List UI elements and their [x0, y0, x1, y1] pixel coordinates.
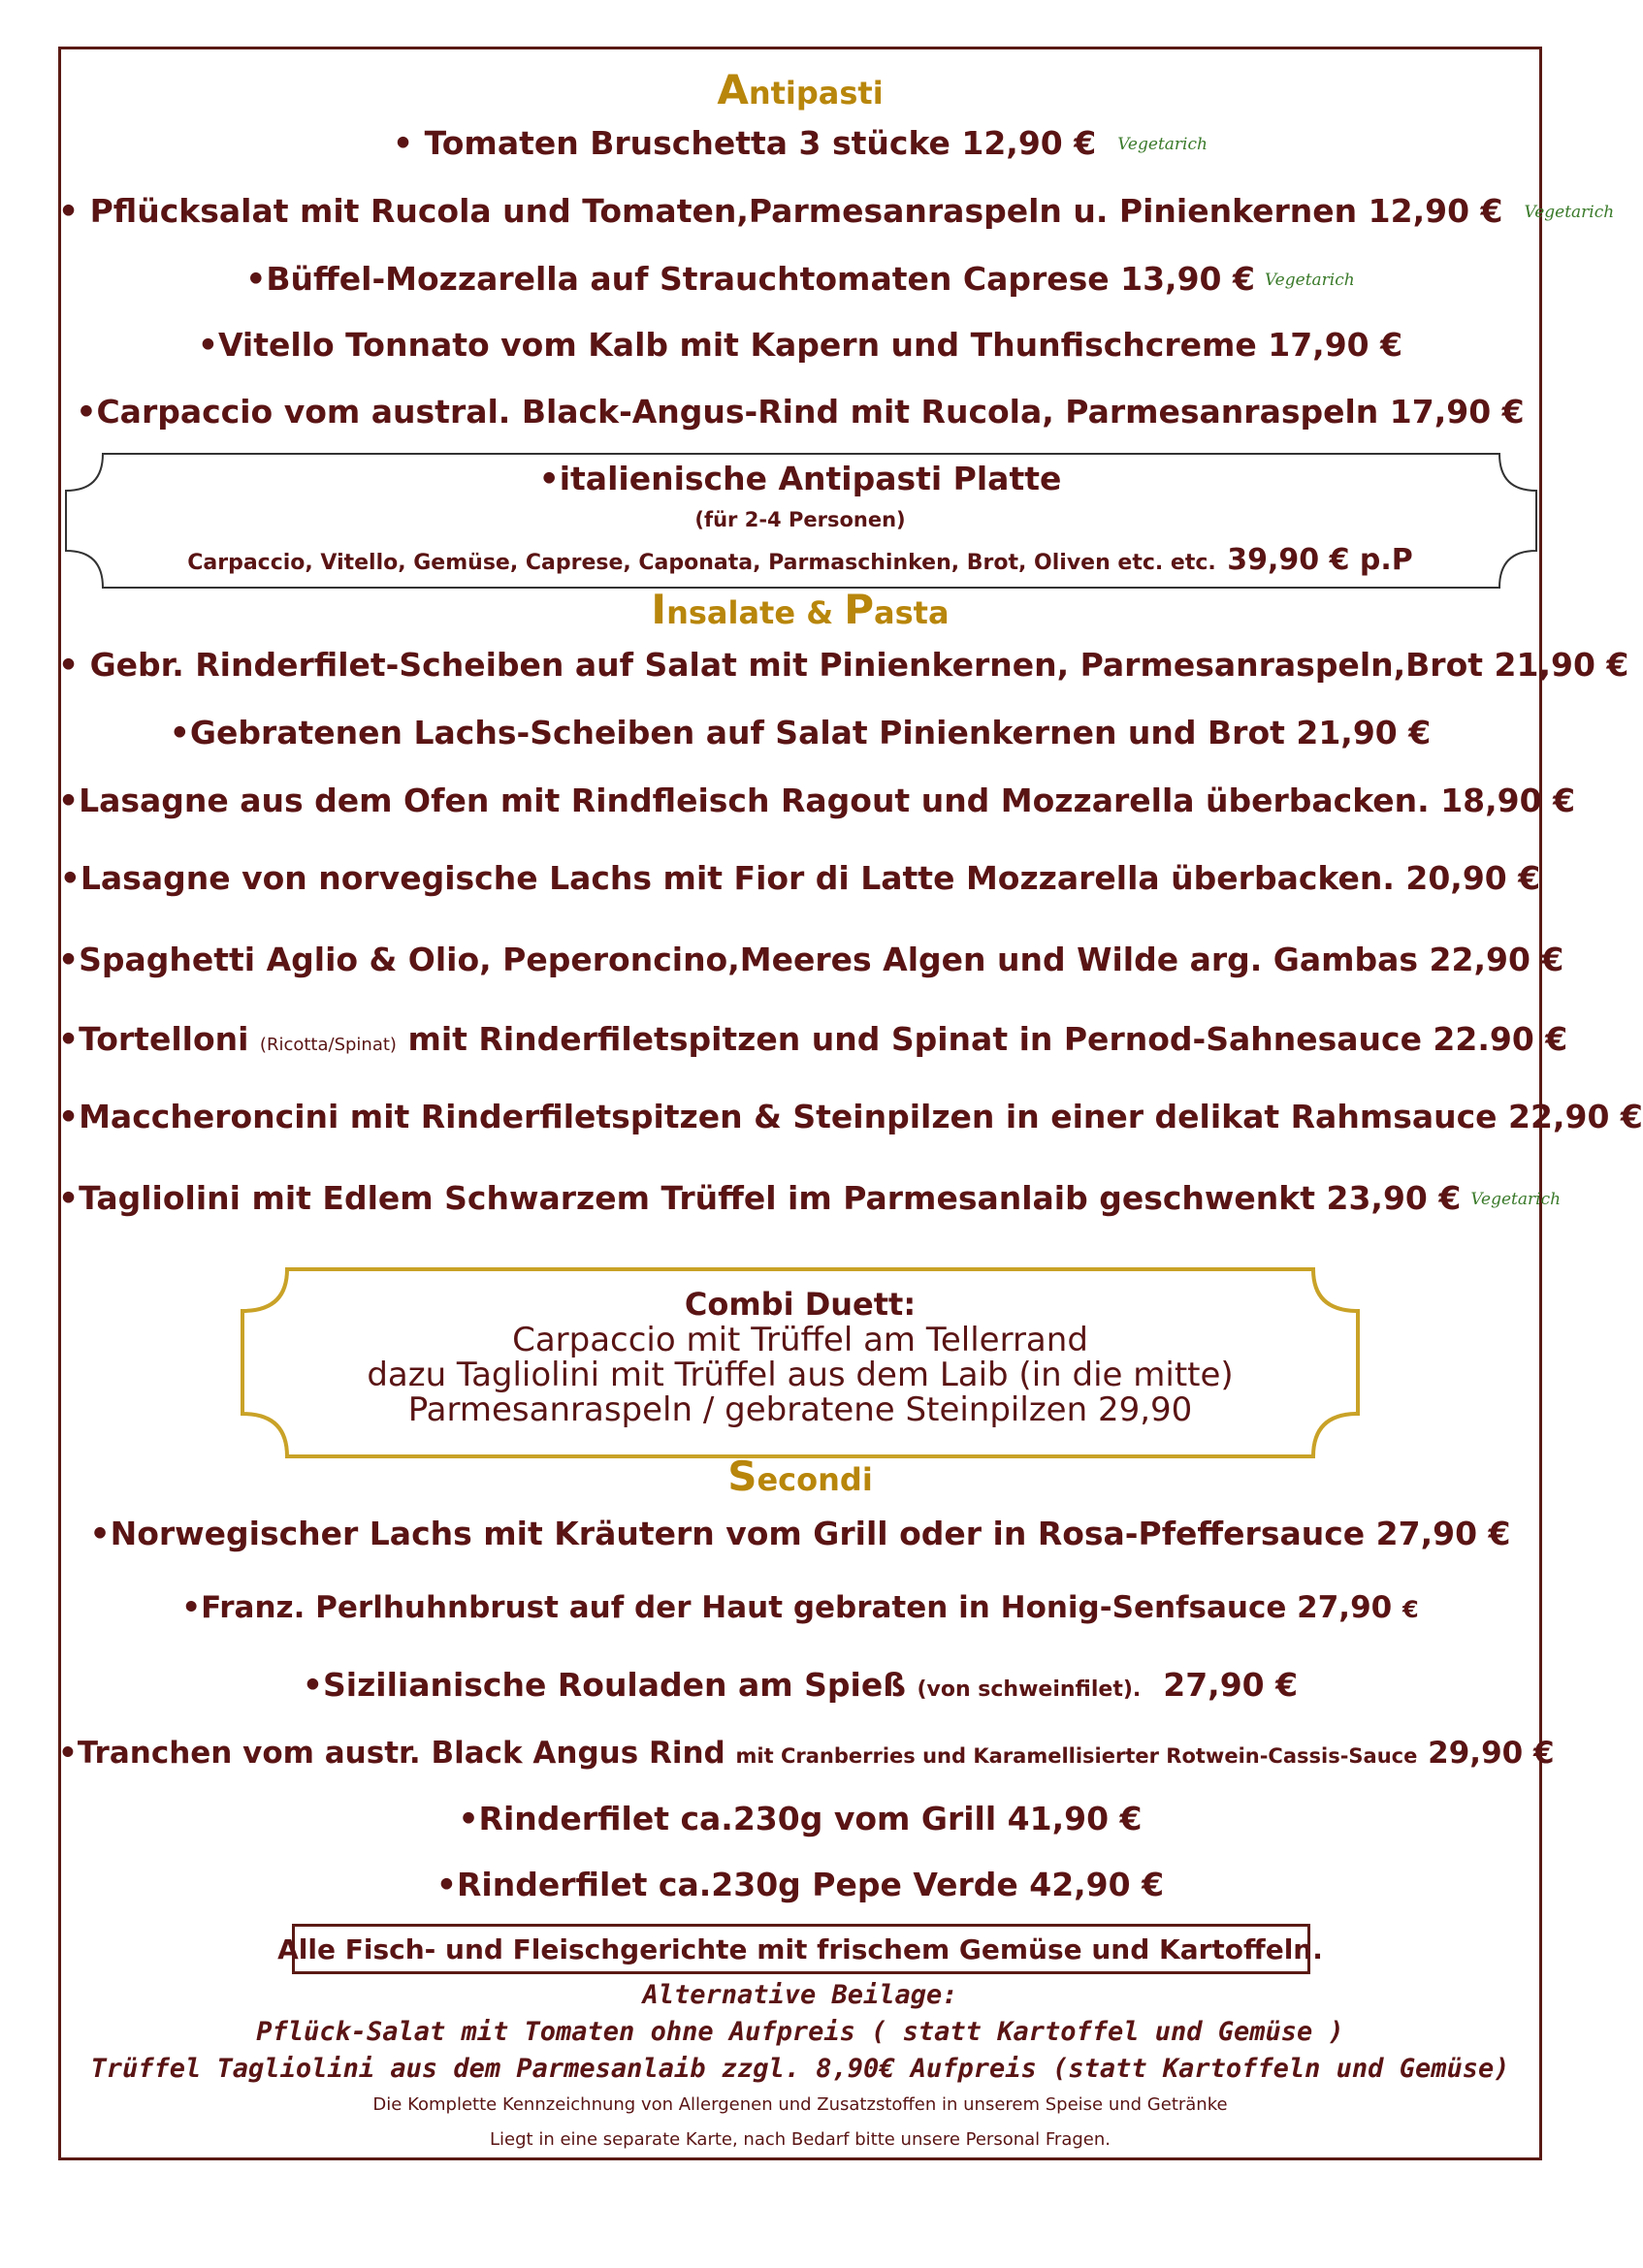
menu-item-rinderfilet-grill: •Rinderfilet ca.230g vom Grill 41,90 € [458, 1800, 1143, 1837]
footer-line-2: Liegt in eine separate Karte, nach Bedarf bitte unsere Personal Fragen. [490, 2129, 1111, 2150]
menu-item-vitello-tonnato: •Vitello Tonnato vom Kalb mit Kapern und Thunfischcreme 17,90 € [197, 326, 1403, 364]
alternative-title: Alternative Beilage: [642, 1980, 958, 2010]
platte-persons: (für 2-4 Personen) [694, 508, 906, 531]
section-heading-antipasti: Antipasti [717, 66, 884, 113]
alternative-line-1: Pflück-Salat mit Tomaten ohne Aufpreis ( statt Kartoffel und Gemüse ) [256, 2017, 1344, 2047]
menu-item-perlhuhnbrust: •Franz. Perlhuhnbrust auf der Haut gebraten in Honig-Senfsauce 27,90 € [181, 1590, 1419, 1625]
platte-contents: Carpaccio, Vitello, Gemüse, Caprese, Caponata, Parmaschinken, Brot, Oliven etc. etc. [187, 551, 1216, 575]
combi-title: Combi Duett: [684, 1286, 917, 1323]
menu-item-tortelloni: •Tortelloni (Ricotta/Spinat) mit Rinderfiletspitzen und Spinat in Pernod-Sahnesauce 22.90 € [58, 1020, 1568, 1058]
combi-line-3: Parmesanraspeln / gebratene Steinpilzen 29,90 [407, 1390, 1193, 1429]
alternative-line-2: Trüffel Tagliolini aus dem Parmesanlaib zzgl. 8,90€ Aufpreis (statt Kartoffeln und Gemüse) [90, 2054, 1510, 2084]
vegetarian-label: Vegetarich [1470, 1190, 1562, 1210]
tranchen-note: mit Cranberries und Karamellisierter Rotwein-Cassis-Sauce [735, 1744, 1418, 1768]
platte-title: •italienische Antipasti Platte [538, 460, 1062, 497]
menu-item-bruschetta: • Tomaten Bruschetta 3 stücke 12,90 € Vegetarich [393, 124, 1208, 162]
menu-item-rinderfilet-salat: • Gebr. Rinderfilet-Scheiben auf Salat mit Pinienkernen, Parmesanraspeln,Brot 21,90 € [58, 646, 1629, 684]
footer-line-1: Die Komplette Kennzeichnung von Allergenen und Zusatzstoffen in unserem Speise und Getränke [372, 2094, 1228, 2115]
menu-item-lasagne-lachs: •Lasagne von norvegische Lachs mit Fior di Latte Mozzarella überbacken. 20,90 € [59, 859, 1541, 897]
platte-price: 39,90 € p.P [1227, 543, 1413, 577]
beilage-note: Alle Fisch- und Fleischgerichte mit frischem Gemüse und Kartoffeln. [277, 1933, 1323, 1965]
menu-item-rinderfilet-pepe-verde: •Rinderfilet ca.230g Pepe Verde 42,90 € [435, 1866, 1165, 1903]
combi-line-1: Carpaccio mit Trüffel am Tellerrand [512, 1321, 1088, 1359]
menu-item-lachs-salat: •Gebratenen Lachs-Scheiben auf Salat Pinienkernen und Brot 21,90 € [169, 714, 1432, 751]
menu-item-lasagne-rind: •Lasagne aus dem Ofen mit Rindfleisch Ragout und Mozzarella überbacken. 18,90 € [58, 782, 1576, 819]
vegetarian-label: Vegetarich [1264, 271, 1355, 291]
vegetarian-label: Vegetarich [1117, 135, 1208, 155]
menu-item-tagliolini: •Tagliolini mit Edlem Schwarzem Trüffel im Parmesanlaib geschwenkt 23,90 € Vegetarich [58, 1179, 1562, 1217]
menu-item-tranchen: •Tranchen vom austr. Black Angus Rind mit Cranberries und Karamellisierter Rotwein-Cassis-Sauce 29,90 € [58, 1736, 1555, 1771]
menu-item-rouladen: •Sizilianische Rouladen am Spieß (von schweinfilet). 27,90 € [302, 1666, 1299, 1704]
tortelloni-note: (Ricotta/Spinat) [259, 1035, 397, 1055]
menu-item-maccheroncini: •Maccheroncini mit Rinderfiletspitzen & Steinpilzen in einer delikat Rahmsauce 22,90 € [58, 1098, 1643, 1135]
menu-item-pfluecksalat: • Pflücksalat mit Rucola und Tomaten,Parmesanraspeln u. Pinienkernen 12,90 € Vegetarich [58, 192, 1615, 230]
rouladen-note: (von schweinfilet). [917, 1677, 1142, 1702]
menu-item-carpaccio: •Carpaccio vom austral. Black-Angus-Rind mit Rucola, Parmesanraspeln 17,90 € [76, 393, 1525, 431]
menu-item-bueffel-mozzarella: •Büffel-Mozzarella auf Strauchtomaten Caprese 13,90 € Vegetarich [245, 260, 1355, 298]
section-heading-secondi: Secondi [727, 1453, 873, 1500]
vegetarian-label: Vegetarich [1524, 203, 1615, 223]
combi-line-2: dazu Tagliolini mit Trüffel aus dem Laib (in die mitte) [367, 1356, 1234, 1394]
menu-item-norwegischer-lachs: •Norwegischer Lachs mit Kräutern vom Grill oder in Rosa-Pfeffersauce 27,90 € [89, 1515, 1511, 1552]
platte-contents-row [58, 539, 1542, 578]
menu-item-spaghetti: •Spaghetti Aglio & Olio, Peperoncino,Meeres Algen und Wilde arg. Gambas 22,90 € [58, 941, 1564, 978]
section-heading-insalate-pasta: Insalate & Pasta [651, 586, 950, 633]
